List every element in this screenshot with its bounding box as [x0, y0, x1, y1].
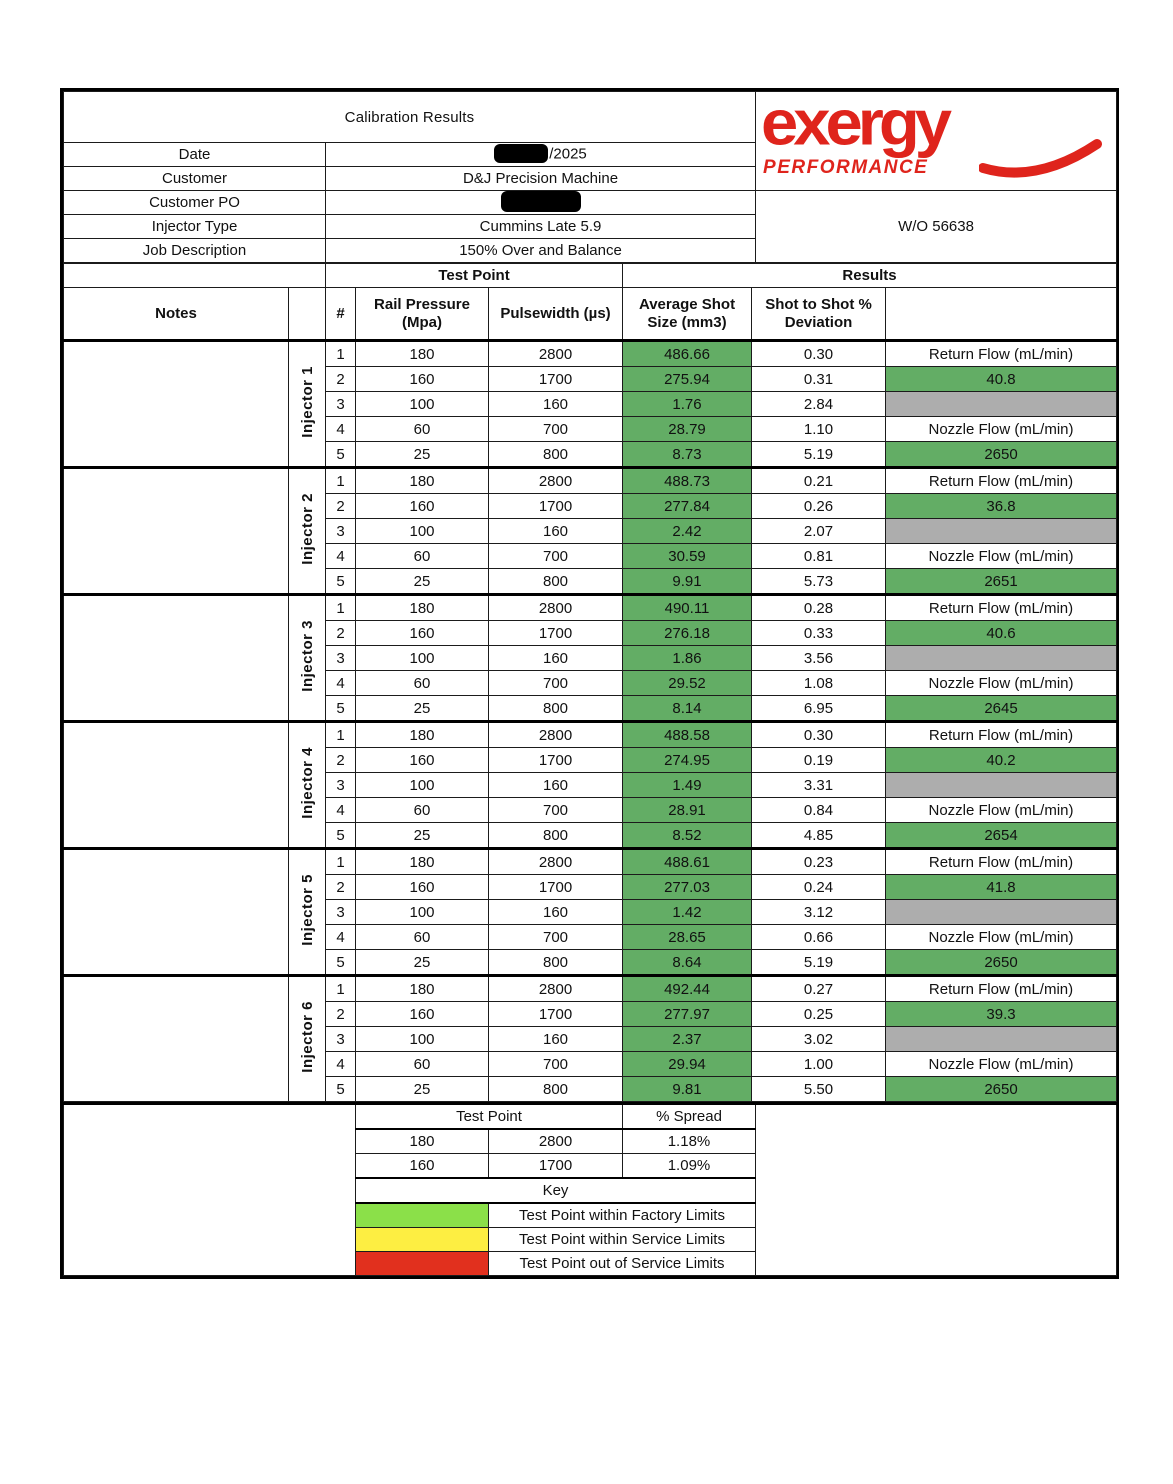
- rail-pressure-value: 160: [356, 1002, 489, 1027]
- rail-pressure-value: 60: [356, 544, 489, 569]
- avg-shot-size-value: 1.76: [623, 392, 752, 417]
- pulsewidth-value: 1700: [489, 621, 623, 646]
- pulsewidth-value: 700: [489, 544, 623, 569]
- row-number: 2: [326, 621, 356, 646]
- pulsewidth-value: 700: [489, 798, 623, 823]
- return-flow-value: 40.6: [886, 621, 1117, 646]
- row-number: 1: [326, 341, 356, 367]
- row-number: 2: [326, 494, 356, 519]
- return-flow-label: Return Flow (mL/min): [886, 595, 1117, 621]
- row-number: 1: [326, 722, 356, 748]
- deviation-value: 3.31: [752, 773, 886, 798]
- rail-pressure-value: 180: [356, 722, 489, 748]
- flow-empty-cell: [886, 773, 1117, 798]
- deviation-value: 0.25: [752, 1002, 886, 1027]
- table-row: [64, 468, 1117, 494]
- pulsewidth-value: 2800: [489, 722, 623, 748]
- test-point-group-header: Test Point: [326, 264, 623, 288]
- customer-po-value-cell: [326, 191, 756, 215]
- row-number: 5: [326, 442, 356, 468]
- row-number: 4: [326, 925, 356, 950]
- pulsewidth-value: 700: [489, 925, 623, 950]
- summary-spread-value: 1.09%: [623, 1154, 756, 1179]
- deviation-value: 0.30: [752, 722, 886, 748]
- row-number: 5: [326, 1077, 356, 1102]
- avg-shot-size-value: 8.64: [623, 950, 752, 976]
- row-number: 4: [326, 1052, 356, 1077]
- row-number: 5: [326, 950, 356, 976]
- rail-pressure-value: 25: [356, 823, 489, 849]
- date-label: Date: [64, 143, 326, 167]
- row-number: 2: [326, 748, 356, 773]
- exergy-wordmark: exergy: [761, 94, 948, 159]
- rail-pressure-value: 100: [356, 773, 489, 798]
- rail-pressure-value: 180: [356, 976, 489, 1002]
- injector-label: Injector 2: [298, 493, 316, 565]
- avg-shot-size-value: 488.61: [623, 849, 752, 875]
- pulsewidth-value: 2800: [489, 976, 623, 1002]
- pulsewidth-value: 700: [489, 671, 623, 696]
- table-row: [64, 341, 1117, 367]
- pulsewidth-value: 160: [489, 646, 623, 671]
- summary-spread-header: % Spread: [623, 1104, 756, 1130]
- nozzle-flow-label: Nozzle Flow (mL/min): [886, 925, 1117, 950]
- deviation-value: 3.02: [752, 1027, 886, 1052]
- key-label: Test Point within Factory Limits: [489, 1203, 756, 1228]
- pulsewidth-value: 160: [489, 1027, 623, 1052]
- row-number: 2: [326, 367, 356, 392]
- deviation-value: 0.81: [752, 544, 886, 569]
- rail-pressure-value: 60: [356, 1052, 489, 1077]
- row-number: 3: [326, 646, 356, 671]
- pulsewidth-value: 800: [489, 823, 623, 849]
- field-row-customer-po: [64, 191, 1117, 215]
- customer-value: D&J Precision Machine: [326, 167, 756, 191]
- rail-pressure-value: 60: [356, 671, 489, 696]
- deviation-value: 0.23: [752, 849, 886, 875]
- avg-shot-size-value: 28.91: [623, 798, 752, 823]
- deviation-value: 5.19: [752, 950, 886, 976]
- table-row: [64, 595, 1117, 621]
- avg-shot-size-value: 277.84: [623, 494, 752, 519]
- return-flow-value: 39.3: [886, 1002, 1117, 1027]
- row-number: 3: [326, 773, 356, 798]
- rail-pressure-value: 25: [356, 442, 489, 468]
- exergy-logo: [759, 94, 1113, 188]
- return-flow-value: 41.8: [886, 875, 1117, 900]
- deviation-value: 3.12: [752, 900, 886, 925]
- deviation-value: 0.84: [752, 798, 886, 823]
- avg-shot-size-value: 28.79: [623, 417, 752, 442]
- rail-pressure-value: 160: [356, 875, 489, 900]
- flow-empty-cell: [886, 519, 1117, 544]
- redaction-mark: [494, 144, 548, 163]
- avg-shot-size-value: 490.11: [623, 595, 752, 621]
- deviation-value: 1.10: [752, 417, 886, 442]
- rail-pressure-value: 180: [356, 849, 489, 875]
- return-flow-value: 40.8: [886, 367, 1117, 392]
- pulsewidth-value: 160: [489, 392, 623, 417]
- flow-empty-cell: [886, 646, 1117, 671]
- row-number: 1: [326, 595, 356, 621]
- nozzle-flow-value: 2645: [886, 696, 1117, 722]
- pulsewidth-value: 800: [489, 696, 623, 722]
- summary-test-point-header: Test Point: [356, 1104, 623, 1130]
- deviation-value: 0.33: [752, 621, 886, 646]
- rail-pressure-value: 25: [356, 569, 489, 595]
- results-table: [63, 263, 1117, 1102]
- avg-shot-size-value: 29.94: [623, 1052, 752, 1077]
- avg-shot-size-value: 9.81: [623, 1077, 752, 1102]
- exergy-tagline: PERFORMANCE: [763, 157, 929, 178]
- deviation-value: 1.08: [752, 671, 886, 696]
- return-flow-label: Return Flow (mL/min): [886, 849, 1117, 875]
- return-flow-label: Return Flow (mL/min): [886, 341, 1117, 367]
- return-flow-label: Return Flow (mL/min): [886, 722, 1117, 748]
- pulsewidth-value: 700: [489, 417, 623, 442]
- rail-pressure-value: 100: [356, 392, 489, 417]
- return-flow-value: 40.2: [886, 748, 1117, 773]
- pulsewidth-value: 2800: [489, 468, 623, 494]
- summary-spread-value: 1.18%: [623, 1129, 756, 1154]
- rail-pressure-value: 25: [356, 696, 489, 722]
- summary-pulse-value: 2800: [489, 1129, 623, 1154]
- results-group-header: Results: [623, 264, 1117, 288]
- logo-swoosh-icon: [979, 138, 1107, 184]
- avg-shot-size-value: 1.42: [623, 900, 752, 925]
- table-row: [64, 849, 1117, 875]
- key-swatch: [356, 1252, 489, 1276]
- avg-shot-size-value: 8.52: [623, 823, 752, 849]
- row-number: 3: [326, 900, 356, 925]
- row-number: 2: [326, 1002, 356, 1027]
- nozzle-flow-value: 2650: [886, 950, 1117, 976]
- notes-cell: [64, 595, 289, 722]
- nozzle-flow-label: Nozzle Flow (mL/min): [886, 1052, 1117, 1077]
- injector-label-cell: [289, 722, 326, 849]
- avg-shot-size-value: 276.18: [623, 621, 752, 646]
- num-column-header: #: [326, 288, 356, 341]
- bottom-right-spacer: [756, 1104, 1117, 1276]
- rail-pressure-value: 160: [356, 367, 489, 392]
- key-title: Key: [356, 1178, 756, 1203]
- rail-pressure-value: 60: [356, 798, 489, 823]
- logo-cell: [756, 92, 1117, 191]
- deviation-value: 2.07: [752, 519, 886, 544]
- injector-type-value: Cummins Late 5.9: [326, 215, 756, 239]
- injector-label-cell: [289, 595, 326, 722]
- nozzle-flow-value: 2651: [886, 569, 1117, 595]
- rail-pressure-value: 60: [356, 417, 489, 442]
- pulsewidth-value: 700: [489, 1052, 623, 1077]
- flow-column-header: [886, 288, 1117, 341]
- rail-pressure-value: 25: [356, 950, 489, 976]
- customer-label: Customer: [64, 167, 326, 191]
- pulsewidth-value: 2800: [489, 595, 623, 621]
- avg-shot-column-header: Average Shot Size (mm3): [623, 288, 752, 341]
- rail-pressure-column-header: Rail Pressure (Mpa): [356, 288, 489, 341]
- avg-shot-size-value: 29.52: [623, 671, 752, 696]
- nozzle-flow-label: Nozzle Flow (mL/min): [886, 544, 1117, 569]
- summary-table: [63, 1102, 1117, 1276]
- avg-shot-size-value: 28.65: [623, 925, 752, 950]
- deviation-value: 5.50: [752, 1077, 886, 1102]
- row-number: 5: [326, 696, 356, 722]
- rail-pressure-value: 180: [356, 595, 489, 621]
- pulsewidth-value: 2800: [489, 849, 623, 875]
- row-number: 1: [326, 468, 356, 494]
- summary-rail-value: 180: [356, 1129, 489, 1154]
- return-flow-label: Return Flow (mL/min): [886, 976, 1117, 1002]
- key-swatch: [356, 1228, 489, 1252]
- key-label: Test Point within Service Limits: [489, 1228, 756, 1252]
- calibration-report: [60, 88, 1119, 1279]
- nozzle-flow-label: Nozzle Flow (mL/min): [886, 798, 1117, 823]
- rail-pressure-value: 180: [356, 341, 489, 367]
- group-header-row: [64, 264, 1117, 288]
- date-value-cell: [326, 143, 756, 167]
- pulsewidth-value: 800: [489, 569, 623, 595]
- rail-pressure-value: 100: [356, 1027, 489, 1052]
- date-value-text: /2025: [549, 145, 587, 163]
- rail-pressure-value: 100: [356, 900, 489, 925]
- pulsewidth-value: 160: [489, 519, 623, 544]
- deviation-value: 0.27: [752, 976, 886, 1002]
- deviation-value: 0.21: [752, 468, 886, 494]
- job-description-value: 150% Over and Balance: [326, 239, 756, 263]
- row-number: 4: [326, 544, 356, 569]
- rail-pressure-value: 100: [356, 646, 489, 671]
- deviation-value: 0.30: [752, 341, 886, 367]
- injector-label: Injector 6: [298, 1001, 316, 1073]
- deviation-value: 3.56: [752, 646, 886, 671]
- injector-label-cell: [289, 976, 326, 1102]
- avg-shot-size-value: 9.91: [623, 569, 752, 595]
- injector-label-cell: [289, 341, 326, 468]
- rail-pressure-value: 160: [356, 748, 489, 773]
- nozzle-flow-label: Nozzle Flow (mL/min): [886, 417, 1117, 442]
- nozzle-flow-value: 2654: [886, 823, 1117, 849]
- notes-cell: [64, 976, 289, 1102]
- deviation-value: 1.00: [752, 1052, 886, 1077]
- work-order-number: W/O 56638: [756, 191, 1117, 263]
- row-number: 5: [326, 569, 356, 595]
- return-flow-label: Return Flow (mL/min): [886, 468, 1117, 494]
- row-number: 1: [326, 976, 356, 1002]
- column-header-row: [64, 288, 1117, 341]
- injector-label: Injector 5: [298, 874, 316, 946]
- nozzle-flow-label: Nozzle Flow (mL/min): [886, 671, 1117, 696]
- flow-empty-cell: [886, 900, 1117, 925]
- summary-rail-value: 160: [356, 1154, 489, 1179]
- avg-shot-size-value: 277.03: [623, 875, 752, 900]
- key-swatch: [356, 1203, 489, 1228]
- pulsewidth-value: 1700: [489, 875, 623, 900]
- injector-type-label: Injector Type: [64, 215, 326, 239]
- notes-column-header: Notes: [64, 288, 289, 341]
- rail-pressure-value: 100: [356, 519, 489, 544]
- pulsewidth-column-header: Pulsewidth (µs): [489, 288, 623, 341]
- return-flow-value: 36.8: [886, 494, 1117, 519]
- bottom-left-spacer: [64, 1104, 356, 1276]
- avg-shot-size-value: 488.58: [623, 722, 752, 748]
- avg-shot-size-value: 30.59: [623, 544, 752, 569]
- rail-pressure-value: 160: [356, 621, 489, 646]
- key-label: Test Point out of Service Limits: [489, 1252, 756, 1276]
- avg-shot-size-value: 486.66: [623, 341, 752, 367]
- customer-po-label: Customer PO: [64, 191, 326, 215]
- row-number: 1: [326, 849, 356, 875]
- table-row: [64, 976, 1117, 1002]
- deviation-value: 4.85: [752, 823, 886, 849]
- avg-shot-size-value: 488.73: [623, 468, 752, 494]
- job-description-label: Job Description: [64, 239, 326, 263]
- rail-pressure-value: 160: [356, 494, 489, 519]
- avg-shot-size-value: 2.42: [623, 519, 752, 544]
- table-row: [64, 722, 1117, 748]
- pulsewidth-value: 2800: [489, 341, 623, 367]
- deviation-value: 0.24: [752, 875, 886, 900]
- row-number: 5: [326, 823, 356, 849]
- header-table: [63, 91, 1117, 263]
- deviation-value: 2.84: [752, 392, 886, 417]
- rail-pressure-value: 180: [356, 468, 489, 494]
- pulsewidth-value: 1700: [489, 1002, 623, 1027]
- pulsewidth-value: 1700: [489, 367, 623, 392]
- notes-cell: [64, 849, 289, 976]
- rail-pressure-value: 25: [356, 1077, 489, 1102]
- injector-label-cell: [289, 849, 326, 976]
- redaction-mark: [501, 191, 581, 212]
- notes-cell: [64, 722, 289, 849]
- group-header-spacer: [64, 264, 326, 288]
- nozzle-flow-value: 2650: [886, 442, 1117, 468]
- deviation-value: 5.73: [752, 569, 886, 595]
- injector-label: Injector 1: [298, 366, 316, 438]
- injector-label-column-header: [289, 288, 326, 341]
- row-number: 4: [326, 671, 356, 696]
- title-row: [64, 92, 1117, 143]
- avg-shot-size-value: 1.49: [623, 773, 752, 798]
- row-number: 3: [326, 392, 356, 417]
- summary-pulse-value: 1700: [489, 1154, 623, 1179]
- pulsewidth-value: 1700: [489, 494, 623, 519]
- row-number: 3: [326, 1027, 356, 1052]
- avg-shot-size-value: 492.44: [623, 976, 752, 1002]
- row-number: 4: [326, 417, 356, 442]
- rail-pressure-value: 60: [356, 925, 489, 950]
- deviation-value: 0.26: [752, 494, 886, 519]
- report-title: Calibration Results: [64, 92, 756, 143]
- row-number: 2: [326, 875, 356, 900]
- deviation-value: 6.95: [752, 696, 886, 722]
- avg-shot-size-value: 277.97: [623, 1002, 752, 1027]
- deviation-column-header: Shot to Shot % Deviation: [752, 288, 886, 341]
- injector-label: Injector 4: [298, 747, 316, 819]
- deviation-value: 0.66: [752, 925, 886, 950]
- pulsewidth-value: 1700: [489, 748, 623, 773]
- nozzle-flow-value: 2650: [886, 1077, 1117, 1102]
- deviation-value: 0.19: [752, 748, 886, 773]
- flow-empty-cell: [886, 392, 1117, 417]
- avg-shot-size-value: 274.95: [623, 748, 752, 773]
- injector-label-cell: [289, 468, 326, 595]
- deviation-value: 0.31: [752, 367, 886, 392]
- row-number: 4: [326, 798, 356, 823]
- avg-shot-size-value: 8.73: [623, 442, 752, 468]
- notes-cell: [64, 468, 289, 595]
- pulsewidth-value: 160: [489, 773, 623, 798]
- notes-cell: [64, 341, 289, 468]
- avg-shot-size-value: 1.86: [623, 646, 752, 671]
- pulsewidth-value: 800: [489, 950, 623, 976]
- deviation-value: 5.19: [752, 442, 886, 468]
- summary-header-row: [64, 1104, 1117, 1130]
- flow-empty-cell: [886, 1027, 1117, 1052]
- avg-shot-size-value: 275.94: [623, 367, 752, 392]
- avg-shot-size-value: 2.37: [623, 1027, 752, 1052]
- pulsewidth-value: 800: [489, 1077, 623, 1102]
- pulsewidth-value: 160: [489, 900, 623, 925]
- injector-label: Injector 3: [298, 620, 316, 692]
- avg-shot-size-value: 8.14: [623, 696, 752, 722]
- row-number: 3: [326, 519, 356, 544]
- deviation-value: 0.28: [752, 595, 886, 621]
- pulsewidth-value: 800: [489, 442, 623, 468]
